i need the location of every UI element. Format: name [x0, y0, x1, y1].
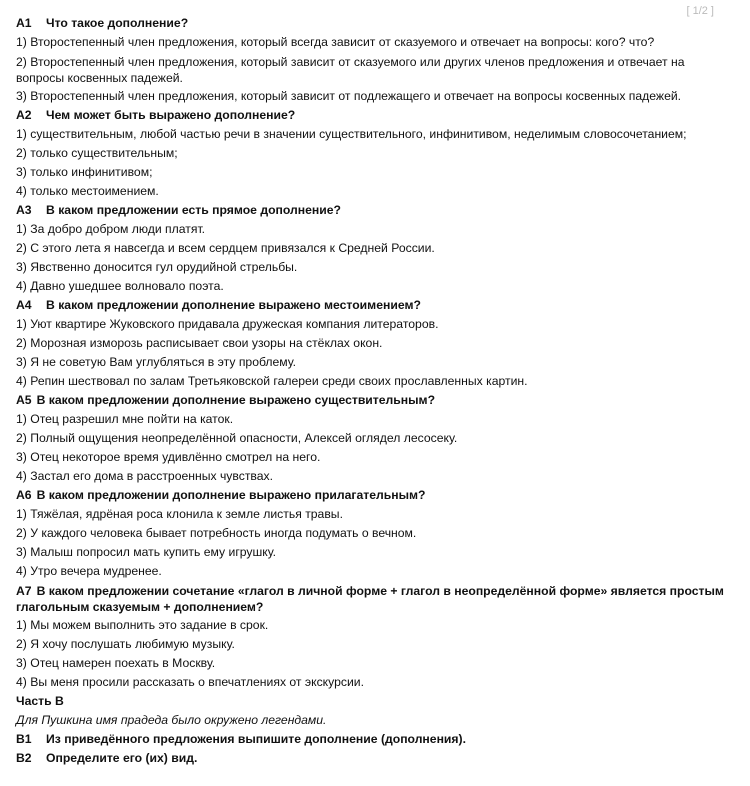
question-a4 [16, 296, 730, 391]
question-text: Чем может быть выражено дополнение? [46, 108, 296, 122]
answer-option: 2) Второстепенный член предложения, который зависит от сказуемого или других членов предложения и отвечает на вопросы косвенных падежей. [16, 55, 685, 85]
task-number: В2 [16, 751, 32, 765]
answer-option: 1) Тяжёлая, ядрёная роса клонила к земле листья травы. [16, 507, 343, 521]
answer-option: 3) Отец некоторое время удивлённо смотрел на него. [16, 450, 321, 464]
part-b-title: Часть В [16, 694, 64, 708]
test-document [16, 5, 730, 768]
question-a3 [16, 201, 730, 296]
answer-option: 1) Отец разрешил мне пойти на каток. [16, 412, 234, 426]
question-text: Что такое дополнение? [46, 16, 189, 30]
answer-option: 2) Полный ощущения неопределённой опасности, Алексей оглядел лесосеку. [16, 431, 458, 445]
question-text: В каком предложении дополнение выражено существительным? [36, 393, 436, 407]
question-number: А2 [16, 108, 32, 122]
question-a6 [16, 486, 730, 581]
answer-option: 3) Малыш попросил мать купить ему игрушку. [16, 545, 277, 559]
question-a5 [16, 391, 730, 486]
answer-option: 1) За добро добром люди платят. [16, 222, 206, 236]
question-number: А4 [16, 298, 32, 312]
question-number: А5 [16, 393, 32, 407]
answer-option: 2) Я хочу послушать любимую музыку. [16, 637, 235, 651]
question-title [16, 486, 730, 505]
question-number: А1 [16, 16, 32, 30]
answer-option: 2) У каждого человека бывает потребность иногда подумать о вечном. [16, 526, 417, 540]
question-title [16, 201, 730, 220]
task-text: Из приведённого предложения выпишите дополнение (дополнения). [46, 732, 466, 746]
question-text: В каком предложении сочетание «глагол в личной форме + глагол в неопределённой форме» является простым глагольным сказуемым + дополнением? [16, 584, 724, 614]
question-title [16, 106, 730, 125]
answer-option: 3) только инфинитивом; [16, 165, 153, 179]
task-b1 [16, 730, 730, 749]
answer-option: 1) Уют квартире Жуковского придавала дружеская компания литераторов. [16, 317, 439, 331]
answer-option: 1) существительным, любой частью речи в значении существительного, инфинитивом, неделимым словосочетанием; [16, 127, 687, 141]
answer-option: 3) Второстепенный член предложения, который зависит от подлежащего и отвечает на вопросы косвенных падежей. [16, 89, 682, 103]
answer-option: 4) Репин шествовал по залам Третьяковской галереи среди своих прославленных картин. [16, 374, 528, 388]
question-text: В каком предложении есть прямое дополнение? [46, 203, 341, 217]
answer-option: 3) Отец намерен поехать в Москву. [16, 656, 216, 670]
answer-option: 4) только местоимением. [16, 184, 159, 198]
answer-option: 2) только существительным; [16, 146, 178, 160]
answer-option: 3) Явственно доносится гул орудийной стрельбы. [16, 260, 298, 274]
answer-option: 4) Вы меня просили рассказать о впечатлениях от экскурсии. [16, 675, 364, 689]
question-a2 [16, 106, 730, 201]
answer-option: 4) Утро вечера мудренее. [16, 564, 162, 578]
answer-option: 2) Морозная изморозь расписывает свои узоры на стёклах окон. [16, 336, 383, 350]
answer-option: 4) Давно ушедшее волновало поэта. [16, 279, 224, 293]
question-text: В каком предложении дополнение выражено прилагательным? [36, 488, 426, 502]
question-a1 [16, 14, 730, 106]
question-title [16, 296, 730, 315]
question-a7 [16, 581, 730, 692]
question-number: А6 [16, 488, 32, 502]
task-number: В1 [16, 732, 32, 746]
answer-option: 4) Застал его дома в расстроенных чувствах. [16, 469, 274, 483]
source-sentence: Для Пушкина имя прадеда было окружено легендами. [16, 713, 327, 727]
task-text: Определите его (их) вид. [46, 751, 198, 765]
question-title [16, 391, 730, 410]
page-indicator: [ 1/2 ] [686, 5, 714, 17]
question-text: В каком предложении дополнение выражено местоимением? [46, 298, 421, 312]
question-title [16, 581, 730, 616]
question-number: А3 [16, 203, 32, 217]
answer-option: 2) С этого лета я навсегда и всем сердцем привязался к Средней России. [16, 241, 435, 255]
answer-option: 1) Второстепенный член предложения, который всегда зависит от сказуемого и отвечает на вопросы: кого? что? [16, 35, 655, 49]
question-title [16, 14, 730, 33]
answer-option: 3) Я не советую Вам углубляться в эту проблему. [16, 355, 297, 369]
question-number: А7 [16, 584, 32, 598]
task-b2 [16, 749, 730, 768]
part-b [16, 692, 730, 768]
answer-option: 1) Мы можем выполнить это задание в срок. [16, 618, 269, 632]
